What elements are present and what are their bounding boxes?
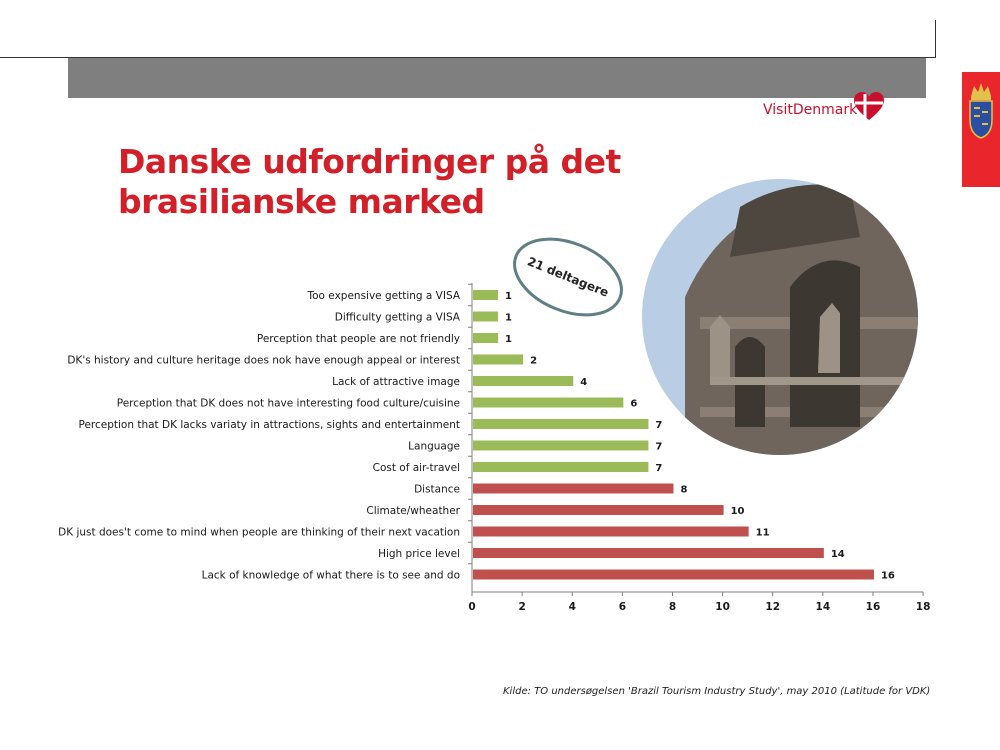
value-label: 6 [630, 398, 638, 410]
x-tick-label: 14 [815, 601, 831, 613]
x-tick-label: 10 [715, 601, 730, 613]
category-label: DK just does't come to mind when people are thinking of their next vacation [58, 526, 460, 539]
category-label: Climate/wheather [366, 505, 460, 517]
value-label: 7 [655, 463, 663, 474]
title-line-1: Danske udfordringer på det [118, 142, 621, 181]
category-label: Language [408, 440, 460, 453]
value-label: 2 [530, 355, 538, 367]
category-label: Lack of knowledge of what there is to see and do [201, 569, 460, 582]
value-label: 8 [680, 484, 688, 496]
bar [473, 505, 724, 515]
x-tick-label: 0 [468, 601, 476, 613]
header-bar [68, 58, 926, 98]
source-citation: Kilde: TO undersøgelsen 'Brazil Tourism Industry Study', may 2010 (Latitude for VDK) [503, 686, 931, 697]
category-label: High price level [378, 548, 460, 560]
category-label: Lack of attractive image [332, 376, 460, 388]
value-label: 10 [730, 506, 745, 517]
x-tick-label: 18 [915, 601, 931, 613]
category-label: Too expensive getting a VISA [307, 290, 460, 302]
value-label: 14 [830, 549, 845, 560]
bar [473, 570, 874, 580]
royal-crest-icon [962, 72, 1000, 187]
bar [473, 355, 523, 365]
value-label: 7 [655, 420, 663, 431]
bar [473, 312, 498, 322]
value-label: 1 [505, 334, 513, 345]
x-tick-label: 12 [765, 601, 781, 613]
category-label: Perception that DK lacks variaty in attractions, sights and entertainment [78, 419, 460, 431]
bar [473, 441, 648, 451]
category-label: Distance [414, 483, 460, 496]
bar [473, 419, 648, 429]
brand-name: VisitDenmark [763, 102, 858, 118]
category-label: Cost of air-travel [372, 462, 460, 474]
bar [473, 398, 623, 408]
bar-chart [0, 270, 1000, 630]
category-label: Perception that people are not friendly [256, 333, 460, 345]
category-label: Perception that DK does not have interesting food culture/cuisine [116, 397, 460, 410]
royal-crest-tab [962, 72, 1000, 187]
x-tick-label: 4 [568, 601, 576, 613]
value-label: 11 [755, 527, 770, 539]
x-tick-label: 6 [618, 601, 627, 613]
bar [473, 527, 749, 537]
category-label: Difficulty getting a VISA [334, 311, 460, 324]
category-label: DK's history and culture heritage does nok have enough appeal or interest [67, 354, 460, 367]
bar [473, 290, 498, 300]
value-label: 7 [655, 441, 663, 453]
x-tick-label: 2 [518, 601, 526, 613]
bar [473, 484, 673, 494]
value-label: 16 [880, 570, 895, 582]
x-tick-label: 16 [865, 601, 881, 613]
value-label: 1 [505, 312, 513, 324]
value-label: 4 [580, 377, 588, 388]
participants-text: 21 deltagere [525, 254, 611, 300]
bar [473, 548, 824, 558]
page-title [118, 142, 621, 222]
heart-logo-icon [853, 92, 885, 122]
bar [473, 333, 498, 343]
value-label: 1 [505, 291, 513, 302]
bar [473, 462, 648, 472]
bar [473, 376, 573, 386]
top-rule-vertical [935, 20, 936, 58]
title-line-2: brasilianske marked [118, 182, 485, 221]
x-tick-label: 8 [668, 601, 677, 613]
